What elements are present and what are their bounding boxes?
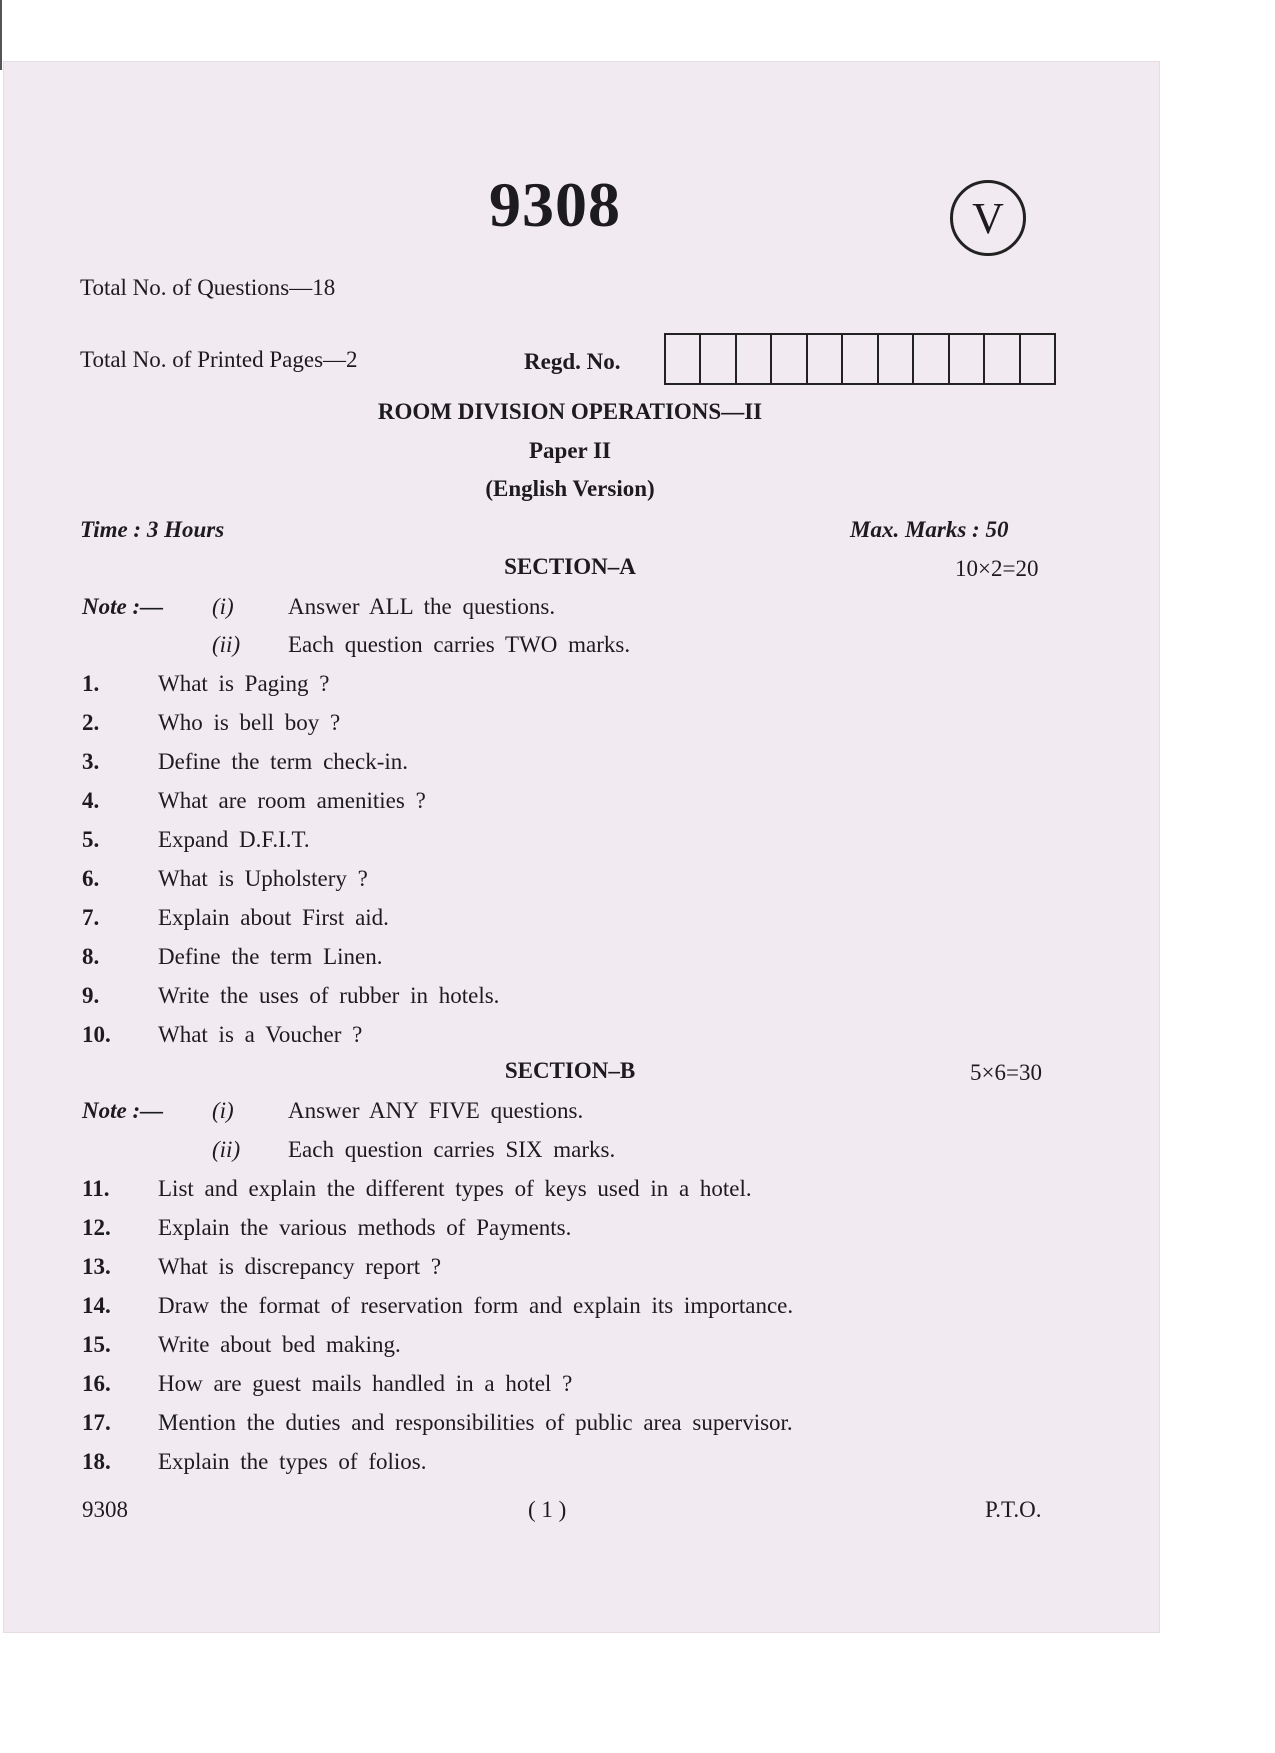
question-text: What is Paging ?: [158, 671, 330, 696]
question-number: 5.: [82, 827, 100, 852]
question-number: 8.: [82, 944, 100, 969]
regd-cell[interactable]: [914, 335, 949, 383]
question-number: 15.: [82, 1332, 111, 1357]
question-number: 13.: [82, 1254, 111, 1279]
regd-number-boxes[interactable]: [664, 333, 1056, 385]
regd-cell[interactable]: [985, 335, 1020, 383]
question-number: 4.: [82, 788, 100, 813]
question-12: [82, 1215, 982, 1247]
question-number: 14.: [82, 1293, 111, 1318]
section-a-marks: 10×2=20: [955, 556, 1039, 581]
question-text: Draw the format of reservation form and explain its importance.: [158, 1293, 794, 1318]
note-num: (i): [212, 1098, 234, 1123]
question-text: Explain the types of folios.: [158, 1449, 427, 1474]
regd-cell[interactable]: [1021, 335, 1054, 383]
regd-cell[interactable]: [808, 335, 843, 383]
question-number: 2.: [82, 710, 100, 735]
question-number: 9.: [82, 983, 100, 1008]
question-number: 1.: [82, 671, 100, 696]
regd-cell[interactable]: [666, 335, 701, 383]
note-text: Each question carries TWO marks.: [288, 632, 631, 657]
question-7: [82, 905, 982, 937]
section-b-marks: 5×6=30: [970, 1060, 1042, 1085]
regd-cell[interactable]: [701, 335, 736, 383]
version-badge: [950, 180, 1026, 256]
question-text: Explain about First aid.: [158, 905, 389, 930]
question-5: [82, 827, 982, 859]
regd-cell[interactable]: [772, 335, 807, 383]
regd-label: Regd. No.: [524, 349, 621, 374]
question-13: [82, 1254, 982, 1286]
question-number: 17.: [82, 1410, 111, 1435]
question-number: 18.: [82, 1449, 111, 1474]
note-text: Each question carries SIX marks.: [288, 1137, 616, 1162]
question-2: [82, 710, 982, 742]
regd-cell[interactable]: [843, 335, 878, 383]
footer-code: 9308: [82, 1497, 128, 1522]
question-17: [82, 1410, 982, 1442]
question-text: Write about bed making.: [158, 1332, 401, 1357]
scan-edge: [0, 0, 2, 70]
question-number: 6.: [82, 866, 100, 891]
question-10: [82, 1022, 982, 1054]
note-text: Answer ANY FIVE questions.: [288, 1098, 584, 1123]
paper-version: (English Version): [485, 476, 655, 501]
paper-number: Paper II: [529, 438, 611, 463]
section-a-note-2: [82, 632, 982, 664]
question-text: Explain the various methods of Payments.: [158, 1215, 572, 1240]
question-number: 7.: [82, 905, 100, 930]
pto-label: P.T.O.: [985, 1497, 1042, 1522]
page-number: ( 1 ): [528, 1497, 567, 1522]
question-text: What is Upholstery ?: [158, 866, 368, 891]
question-text: Expand D.F.I.T.: [158, 827, 310, 852]
note-num: (i): [212, 594, 234, 619]
question-9: [82, 983, 982, 1015]
question-6: [82, 866, 982, 898]
section-b-note-2: [82, 1137, 982, 1169]
exam-time: Time : 3 Hours: [80, 517, 225, 542]
question-text: What are room amenities ?: [158, 788, 426, 813]
question-text: How are guest mails handled in a hotel ?: [158, 1371, 573, 1396]
note-num: (ii): [212, 632, 241, 657]
question-16: [82, 1371, 982, 1403]
question-number: 11.: [82, 1176, 110, 1201]
note-text: Answer ALL the questions.: [288, 594, 556, 619]
question-4: [82, 788, 982, 820]
subject-title: ROOM DIVISION OPERATIONS—II: [377, 399, 763, 424]
regd-cell[interactable]: [879, 335, 914, 383]
question-text: Mention the duties and responsibilities of public area supervisor.: [158, 1410, 793, 1435]
question-text: What is discrepancy report ?: [158, 1254, 442, 1279]
note-num: (ii): [212, 1137, 241, 1162]
question-text: What is a Voucher ?: [158, 1022, 363, 1047]
section-b-heading: SECTION–B: [504, 1058, 636, 1083]
question-3: [82, 749, 982, 781]
question-number: 16.: [82, 1371, 111, 1396]
question-1: [82, 671, 982, 703]
total-pages: Total No. of Printed Pages—2: [80, 347, 358, 372]
question-number: 3.: [82, 749, 100, 774]
question-15: [82, 1332, 982, 1364]
regd-cell[interactable]: [737, 335, 772, 383]
question-18: [82, 1449, 982, 1481]
version-badge-letter: V: [972, 193, 1004, 243]
note-label: Note :—: [82, 594, 164, 619]
question-text: Define the term check-in.: [158, 749, 408, 774]
question-text: Who is bell boy ?: [158, 710, 341, 735]
note-label: Note :—: [82, 1098, 164, 1123]
question-8: [82, 944, 982, 976]
max-marks: Max. Marks : 50: [850, 517, 1009, 542]
question-text: Write the uses of rubber in hotels.: [158, 983, 500, 1008]
question-text: List and explain the different types of keys used in a hotel.: [158, 1176, 752, 1201]
question-number: 10.: [82, 1022, 111, 1047]
total-questions: Total No. of Questions—18: [80, 275, 336, 300]
question-number: 12.: [82, 1215, 111, 1240]
section-a-heading: SECTION–A: [504, 554, 636, 579]
regd-cell[interactable]: [950, 335, 985, 383]
question-text: Define the term Linen.: [158, 944, 383, 969]
section-b-note-1: [82, 1098, 982, 1130]
section-a-note-1: [82, 594, 982, 626]
question-14: [82, 1293, 982, 1325]
paper-code: 9308: [489, 169, 621, 240]
question-11: [82, 1176, 982, 1208]
